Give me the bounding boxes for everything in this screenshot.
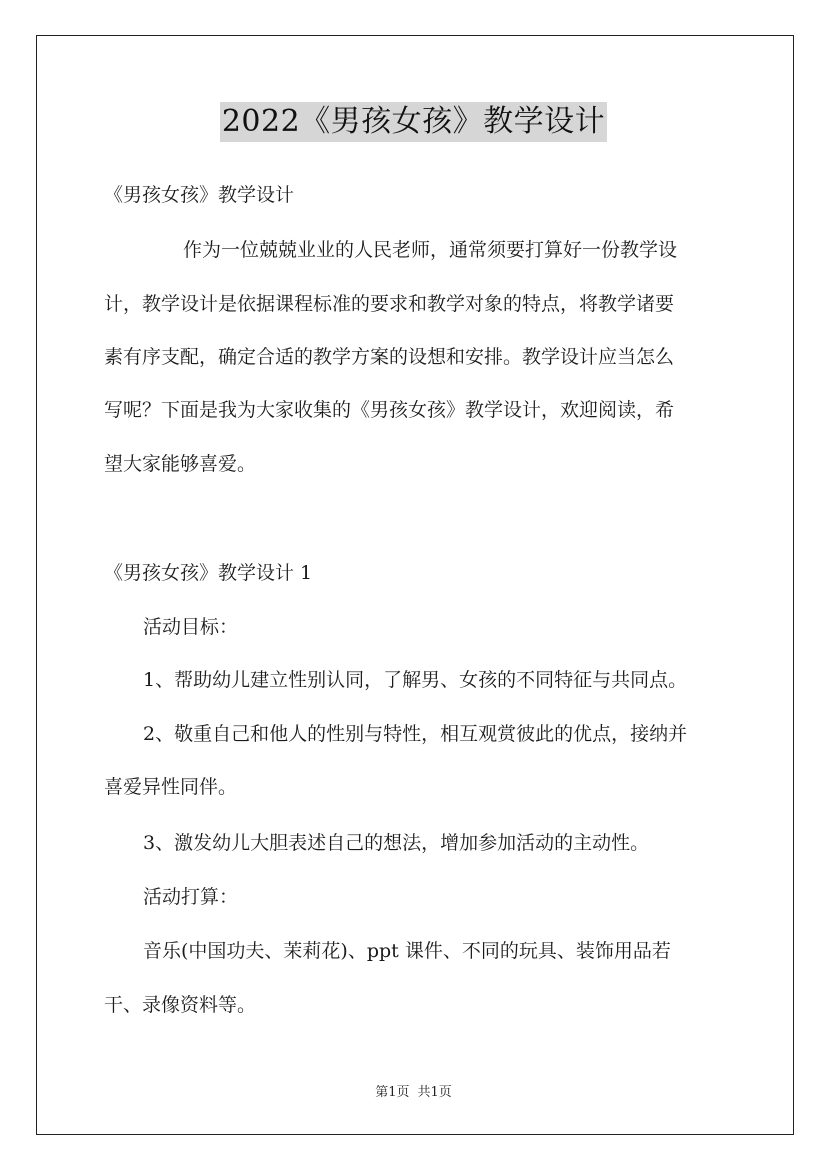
page-number-current: 第1页 (375, 1085, 410, 1100)
prep-line-2: 干、录像资料等。 (104, 994, 257, 1016)
goal-item-1: 1、帮助幼儿建立性别认同，了解男、女孩的不同特征与共同点。 (143, 669, 688, 691)
goal-item-2-continued: 喜爱异性同伴。 (104, 776, 238, 798)
page-footer (0, 1084, 827, 1102)
document-subtitle: 《男孩女孩》教学设计 (104, 184, 295, 206)
goals-heading: 活动目标： (143, 616, 239, 638)
section-heading: 《男孩女孩》教学设计 1 (104, 562, 313, 584)
title-container (0, 102, 827, 142)
page-number-total: 共1页 (417, 1085, 452, 1100)
intro-line-3: 素有序支配，确定合适的教学方案的设想和安排。教学设计应当怎么 (104, 346, 675, 368)
prep-heading: 活动打算： (143, 886, 239, 908)
intro-line-5: 望大家能够喜爱。 (104, 453, 257, 475)
goal-item-2: 2、敬重自己和他人的性别与特性，相互观赏彼此的优点，接纳并 (143, 723, 688, 745)
intro-line-2: 计，教学设计是依据课程标准的要求和教学对象的特点，将教学诸要 (104, 293, 675, 315)
intro-line-1: 作为一位兢兢业业的人民老师，通常须要打算好一份教学设 (183, 239, 678, 261)
intro-line-4: 写呢？下面是我为大家收集的《男孩女孩》教学设计，欢迎阅读，希 (104, 399, 675, 421)
document-title: 2022《男孩女孩》教学设计 (220, 102, 607, 142)
goal-item-3: 3、激发幼儿大胆表述自己的想法，增加参加活动的主动性。 (143, 832, 650, 854)
prep-line-1: 音乐(中国功夫、茉莉花)、ppt 课件、不同的玩具、装饰用品若 (143, 940, 671, 962)
